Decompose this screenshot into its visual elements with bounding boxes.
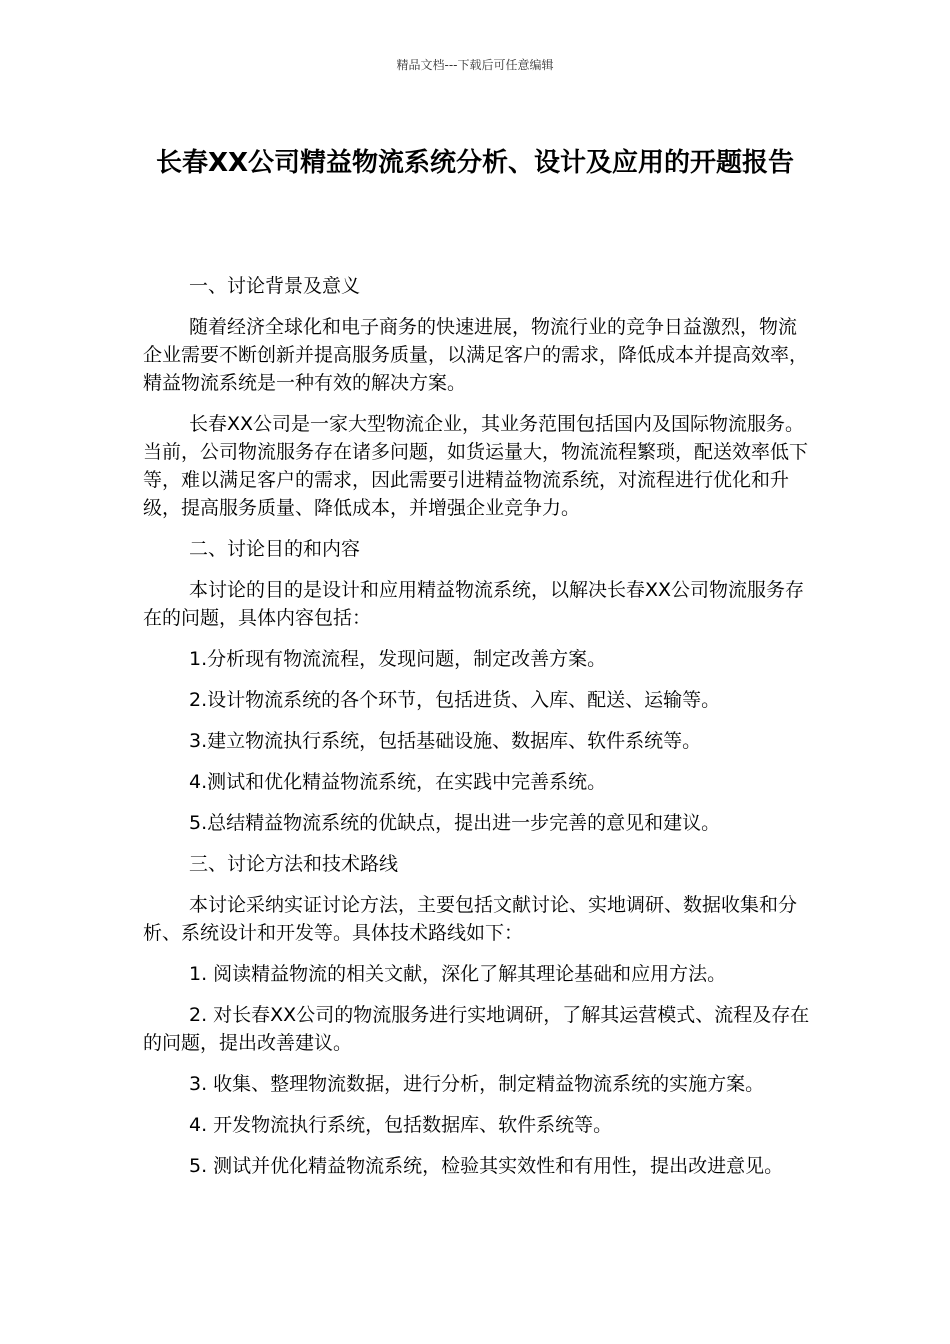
list-item: 5. 测试并优化精益物流系统，检验其实效性和有用性，提出改进意见。 <box>189 1155 784 1177</box>
document-body <box>143 272 811 1193</box>
header-note: 精品文档---下载后可任意编辑 <box>396 58 554 72</box>
section-heading-objectives: 二、讨论目的和内容 <box>189 538 361 560</box>
list-item: 1.分析现有物流流程，发现问题，制定改善方案。 <box>189 648 607 670</box>
list-item: 1. 阅读精益物流的相关文献，深化了解其理论基础和应用方法。 <box>189 963 727 985</box>
paragraph: 随着经济全球化和电子商务的快速进展，物流行业的竞争日益激烈，物流企业需要不断创新并提高服务质量，以满足客户的需求，降低成本并提高效率，精益物流系统是一种有效的解决方案。 <box>143 316 809 394</box>
section-heading-methods: 三、讨论方法和技术路线 <box>189 853 399 875</box>
list-item: 2. 对长春XX公司的物流服务进行实地调研，了解其运营模式、流程及存在的问题，提出改善建议。 <box>143 1004 810 1054</box>
document-title: 长春XX公司精益物流系统分析、设计及应用的开题报告 <box>155 148 795 178</box>
section-heading-background: 一、讨论背景及意义 <box>189 275 361 297</box>
list-item: 3. 收集、整理物流数据，进行分析，制定精益物流系统的实施方案。 <box>189 1073 765 1095</box>
paragraph: 本讨论的目的是设计和应用精益物流系统，以解决长春XX公司物流服务存在的问题，具体内容包括： <box>143 579 805 629</box>
list-item: 3.建立物流执行系统，包括基础设施、数据库、软件系统等。 <box>189 730 702 752</box>
list-item: 4.测试和优化精益物流系统，在实践中完善系统。 <box>189 771 607 793</box>
paragraph: 长春XX公司是一家大型物流企业，其业务范围包括国内及国际物流服务。当前，公司物流服务存在诸多问题，如货运量大，物流流程繁琐，配送效率低下等，难以满足客户的需求，因此需要引进精益物流系统，对流程进行优化和升级，提高服务质量、降低成本，并增强企业竞争力。 <box>143 413 809 519</box>
list-item: 2.设计物流系统的各个环节，包括进货、入库、配送、运输等。 <box>189 689 721 711</box>
list-item: 5.总结精益物流系统的优缺点，提出进一步完善的意见和建议。 <box>189 812 721 834</box>
list-item: 4. 开发物流执行系统，包括数据库、软件系统等。 <box>189 1114 613 1136</box>
paragraph: 本讨论采纳实证讨论方法，主要包括文献讨论、实地调研、数据收集和分析、系统设计和开发等。具体技术路线如下： <box>143 894 798 944</box>
